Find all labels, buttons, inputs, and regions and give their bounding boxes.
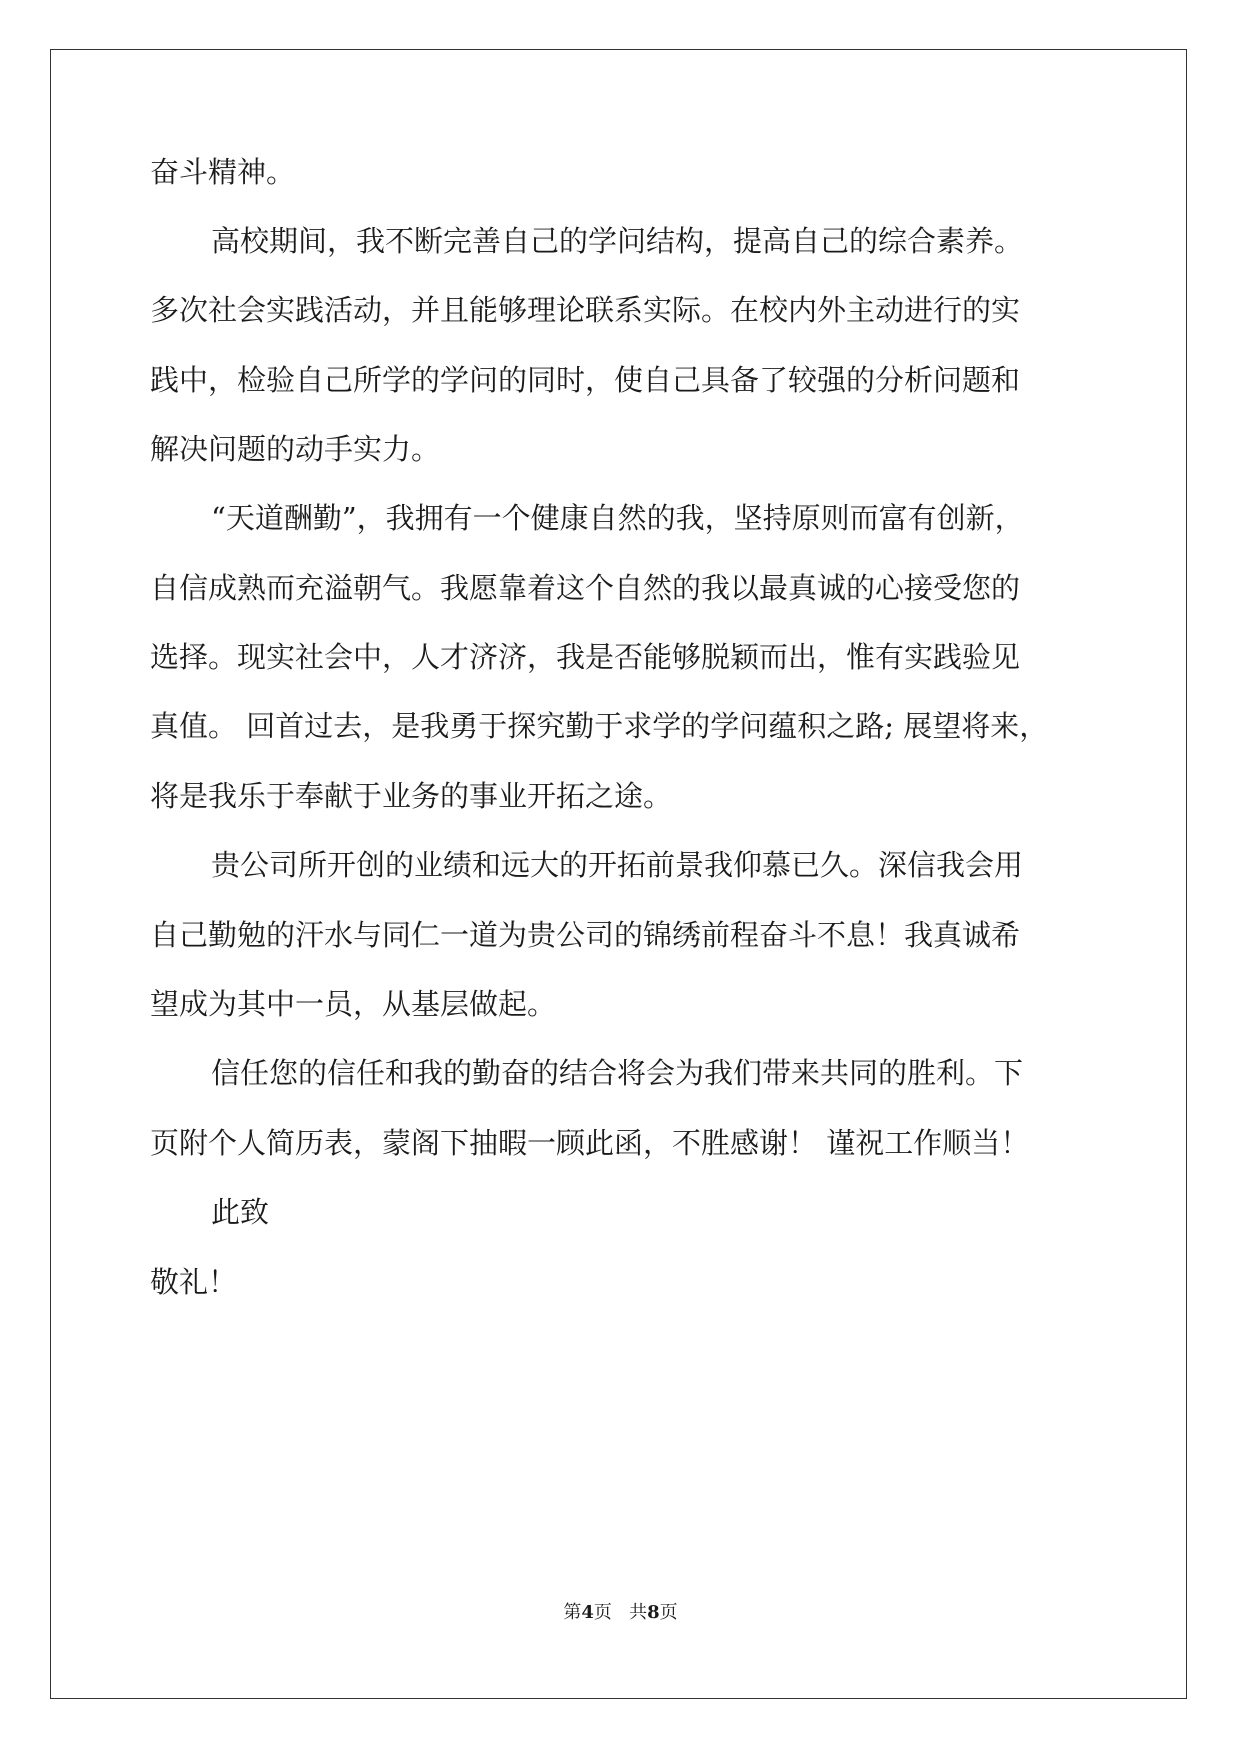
text-line: 自己勤勉的汗水与同仁一道为贵公司的锦绣前程奋斗不息！我真诚希: [150, 918, 1021, 952]
text-line: 高校期间，我不断完善自己的学问结构，提高自己的综合素养。: [211, 224, 1024, 258]
text-line: 多次社会实践活动，并且能够理论联系实际。在校内外主动进行的实: [150, 293, 1021, 327]
text-line: 真值。 回首过去，是我勇于探究勤于求学的学问蕴积之路; 展望将来，: [150, 709, 1049, 743]
footer-total-prefix: 共: [629, 1602, 648, 1623]
text-line: 将是我乐于奉献于业务的事业开拓之途。: [150, 779, 673, 813]
text-line: 页附个人简历表，蒙阁下抽暇一顾此函，不胜感谢！ 谨祝工作顺当！: [150, 1126, 1030, 1160]
closing-regards: 敬礼！: [150, 1265, 238, 1299]
current-page-number: 4: [581, 1602, 594, 1623]
footer-total-unit: 页: [659, 1602, 678, 1623]
footer-prefix: 第: [563, 1602, 582, 1623]
closing-salutation: 此致: [211, 1195, 270, 1229]
footer-page-unit: 页: [593, 1602, 612, 1623]
text-line: 贵公司所开创的业绩和远大的开拓前景我仰慕已久。深信我会用: [211, 848, 1024, 882]
text-line: 自信成熟而充溢朝气。我愿靠着这个自然的我以最真诚的心接受您的: [150, 571, 1021, 605]
text-line: 解决问题的动手实力。: [150, 432, 441, 466]
text-line: 践中，检验自己所学的学问的同时，使自己具备了较强的分析问题和: [150, 363, 1021, 397]
text-line: 奋斗精神。: [150, 155, 296, 189]
page-footer: [0, 1598, 1241, 1624]
text-line: “天道酬勤”，我拥有一个健康自然的我，坚持原则而富有创新，: [211, 501, 1024, 535]
text-line: 信任您的信任和我的勤奋的结合将会为我们带来共同的胜利。下: [211, 1056, 1024, 1090]
text-line: 望成为其中一员，从基层做起。: [150, 987, 557, 1021]
text-line: 选择。现实社会中，人才济济，我是否能够脱颖而出，惟有实践验见: [150, 640, 1021, 674]
total-page-number: 8: [647, 1602, 660, 1623]
